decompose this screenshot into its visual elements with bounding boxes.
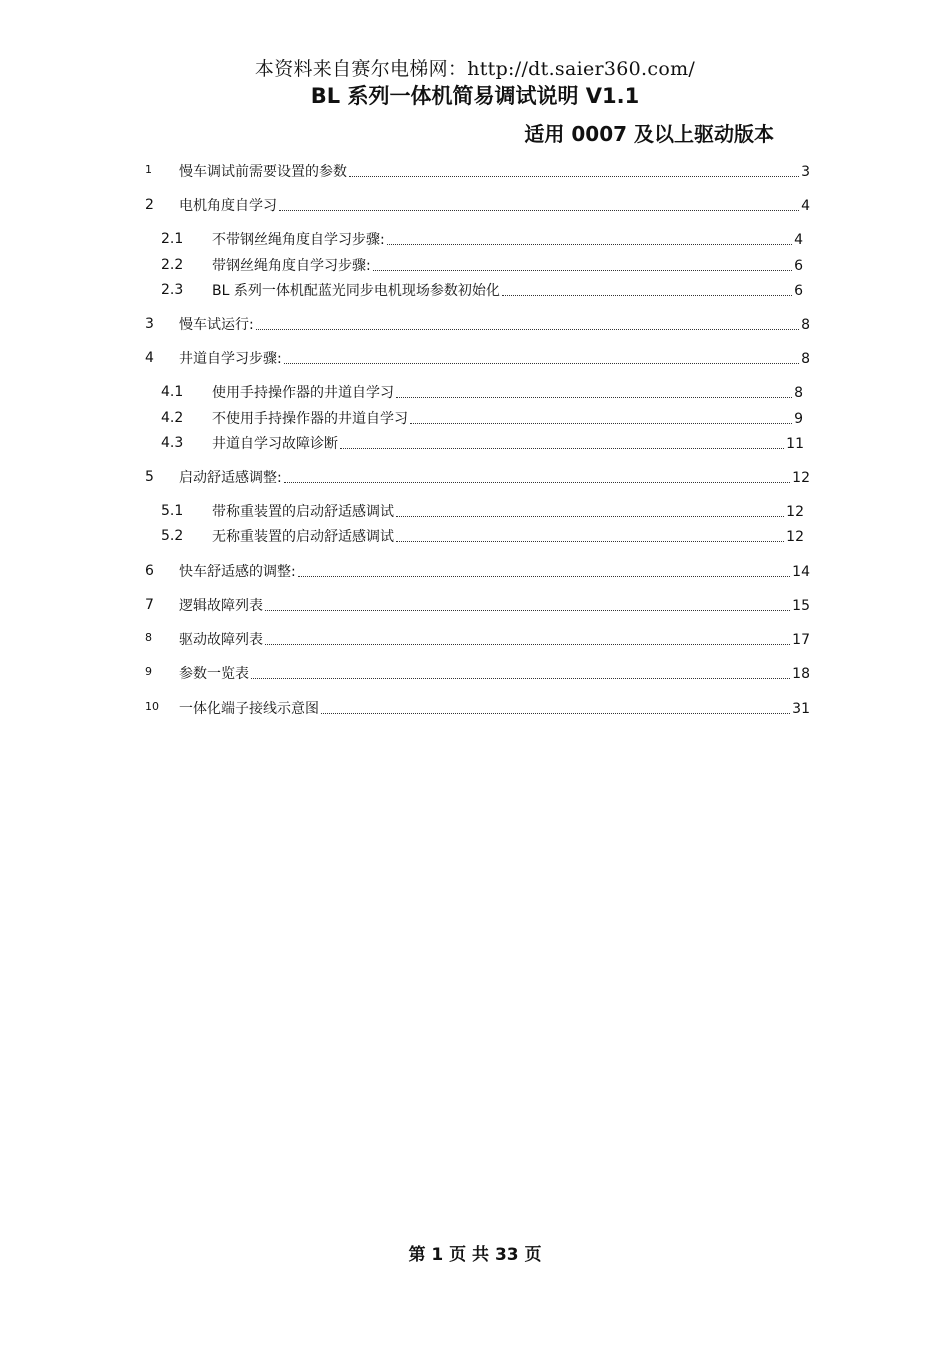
toc-label: 带称重装置的启动舒适感调试: [212, 504, 394, 520]
dot-leader: [340, 448, 784, 449]
source-line: 本资料来自赛尔电梯网：http://dt.saier360.com/: [254, 58, 696, 80]
toc-entry[interactable]: [179, 348, 810, 368]
toc-entry[interactable]: [179, 561, 810, 581]
toc-entry[interactable]: [212, 229, 803, 249]
toc-label: 启动舒适感调整:: [179, 470, 282, 486]
toc-label: 无称重装置的启动舒适感调试: [212, 529, 394, 545]
toc-number: 5.2: [161, 528, 184, 544]
toc-page-number: 18: [792, 666, 810, 682]
toc-number: 7: [145, 597, 154, 613]
toc-page-number: 12: [786, 529, 804, 545]
toc-label: 使用手持操作器的井道自学习: [212, 385, 394, 401]
toc-entry[interactable]: [212, 280, 803, 300]
toc-entry[interactable]: [212, 408, 803, 428]
toc-entry[interactable]: [212, 501, 804, 521]
dot-leader: [410, 423, 792, 424]
toc-entry[interactable]: [212, 255, 803, 275]
toc-label: 带钢丝绳角度自学习步骤:: [212, 258, 371, 274]
document-subtitle: 适用 0007 及以上驱动版本: [524, 122, 774, 146]
toc-number: 5.1: [161, 503, 184, 519]
toc-number: 1: [145, 163, 152, 176]
toc-entry[interactable]: [212, 382, 803, 402]
dot-leader: [265, 610, 790, 611]
toc-number: 2: [145, 197, 154, 213]
page-footer: 第 1 页 共 33 页: [408, 1245, 542, 1265]
toc-number: 4.1: [161, 384, 184, 400]
toc-entry[interactable]: [179, 314, 810, 334]
toc-page-number: 8: [801, 351, 810, 367]
toc-entry[interactable]: [179, 195, 810, 215]
toc-page-number: 6: [794, 283, 803, 299]
toc-page-number: 8: [794, 385, 803, 401]
toc-label: 井道自学习故障诊断: [212, 436, 338, 452]
toc-label: 井道自学习步骤:: [179, 351, 282, 367]
toc-page-number: 12: [792, 470, 810, 486]
toc-number: 8: [145, 631, 152, 644]
toc-page-number: 4: [801, 198, 810, 214]
toc-label: 参数一览表: [179, 666, 249, 682]
dot-leader: [502, 295, 792, 296]
toc-entry[interactable]: [179, 595, 810, 615]
toc-entry[interactable]: [179, 467, 810, 487]
toc-page-number: 6: [794, 258, 803, 274]
toc-entry[interactable]: [212, 433, 804, 453]
toc-number: 6: [145, 563, 154, 579]
toc-number: 4.2: [161, 410, 184, 426]
toc-page-number: 3: [801, 164, 810, 180]
toc-label: 不带钢丝绳角度自学习步骤:: [212, 232, 385, 248]
dot-leader: [396, 397, 792, 398]
toc-number: 10: [145, 700, 159, 713]
dot-leader: [373, 270, 792, 271]
toc-page-number: 4: [794, 232, 803, 248]
dot-leader: [396, 541, 784, 542]
dot-leader: [321, 713, 790, 714]
toc-number: 2.1: [161, 231, 184, 247]
dot-leader: [251, 678, 790, 679]
toc-page-number: 8: [801, 317, 810, 333]
toc-page-number: 9: [794, 411, 803, 427]
toc-entry[interactable]: [179, 161, 810, 181]
toc-page-number: 31: [792, 701, 810, 717]
toc-entry[interactable]: [212, 526, 804, 546]
dot-leader: [396, 516, 784, 517]
toc-number: 2.2: [161, 257, 184, 273]
dot-leader: [256, 329, 799, 330]
toc-number: 4: [145, 350, 154, 366]
dot-leader: [349, 176, 799, 177]
toc-number: 2.3: [161, 282, 184, 298]
toc-label: 不使用手持操作器的井道自学习: [212, 411, 408, 427]
dot-leader: [284, 363, 799, 364]
toc-entry[interactable]: [179, 698, 810, 718]
toc-label: BL 系列一体机配蓝光同步电机现场参数初始化: [212, 283, 500, 299]
toc-label: 逻辑故障列表: [179, 598, 263, 614]
toc-number: 4.3: [161, 435, 184, 451]
dot-leader: [279, 210, 799, 211]
toc-page-number: 12: [786, 504, 804, 520]
toc-label: 电机角度自学习: [179, 198, 277, 214]
toc-page-number: 17: [792, 632, 810, 648]
dot-leader: [265, 644, 790, 645]
document-title: BL 系列一体机简易调试说明 V1.1: [310, 84, 640, 108]
toc-page-number: 15: [792, 598, 810, 614]
toc-label: 一体化端子接线示意图: [179, 701, 319, 717]
toc-label: 快车舒适感的调整:: [179, 564, 296, 580]
dot-leader: [387, 244, 792, 245]
toc-entry[interactable]: [179, 629, 810, 649]
toc-page-number: 14: [792, 564, 810, 580]
toc-number: 9: [145, 665, 152, 678]
toc-label: 慢车试运行:: [179, 317, 254, 333]
toc-page-number: 11: [786, 436, 804, 452]
dot-leader: [284, 482, 790, 483]
toc-number: 5: [145, 469, 154, 485]
toc-label: 慢车调试前需要设置的参数: [179, 164, 347, 180]
toc-label: 驱动故障列表: [179, 632, 263, 648]
toc-number: 3: [145, 316, 154, 332]
dot-leader: [298, 576, 790, 577]
toc-entry[interactable]: [179, 663, 810, 683]
